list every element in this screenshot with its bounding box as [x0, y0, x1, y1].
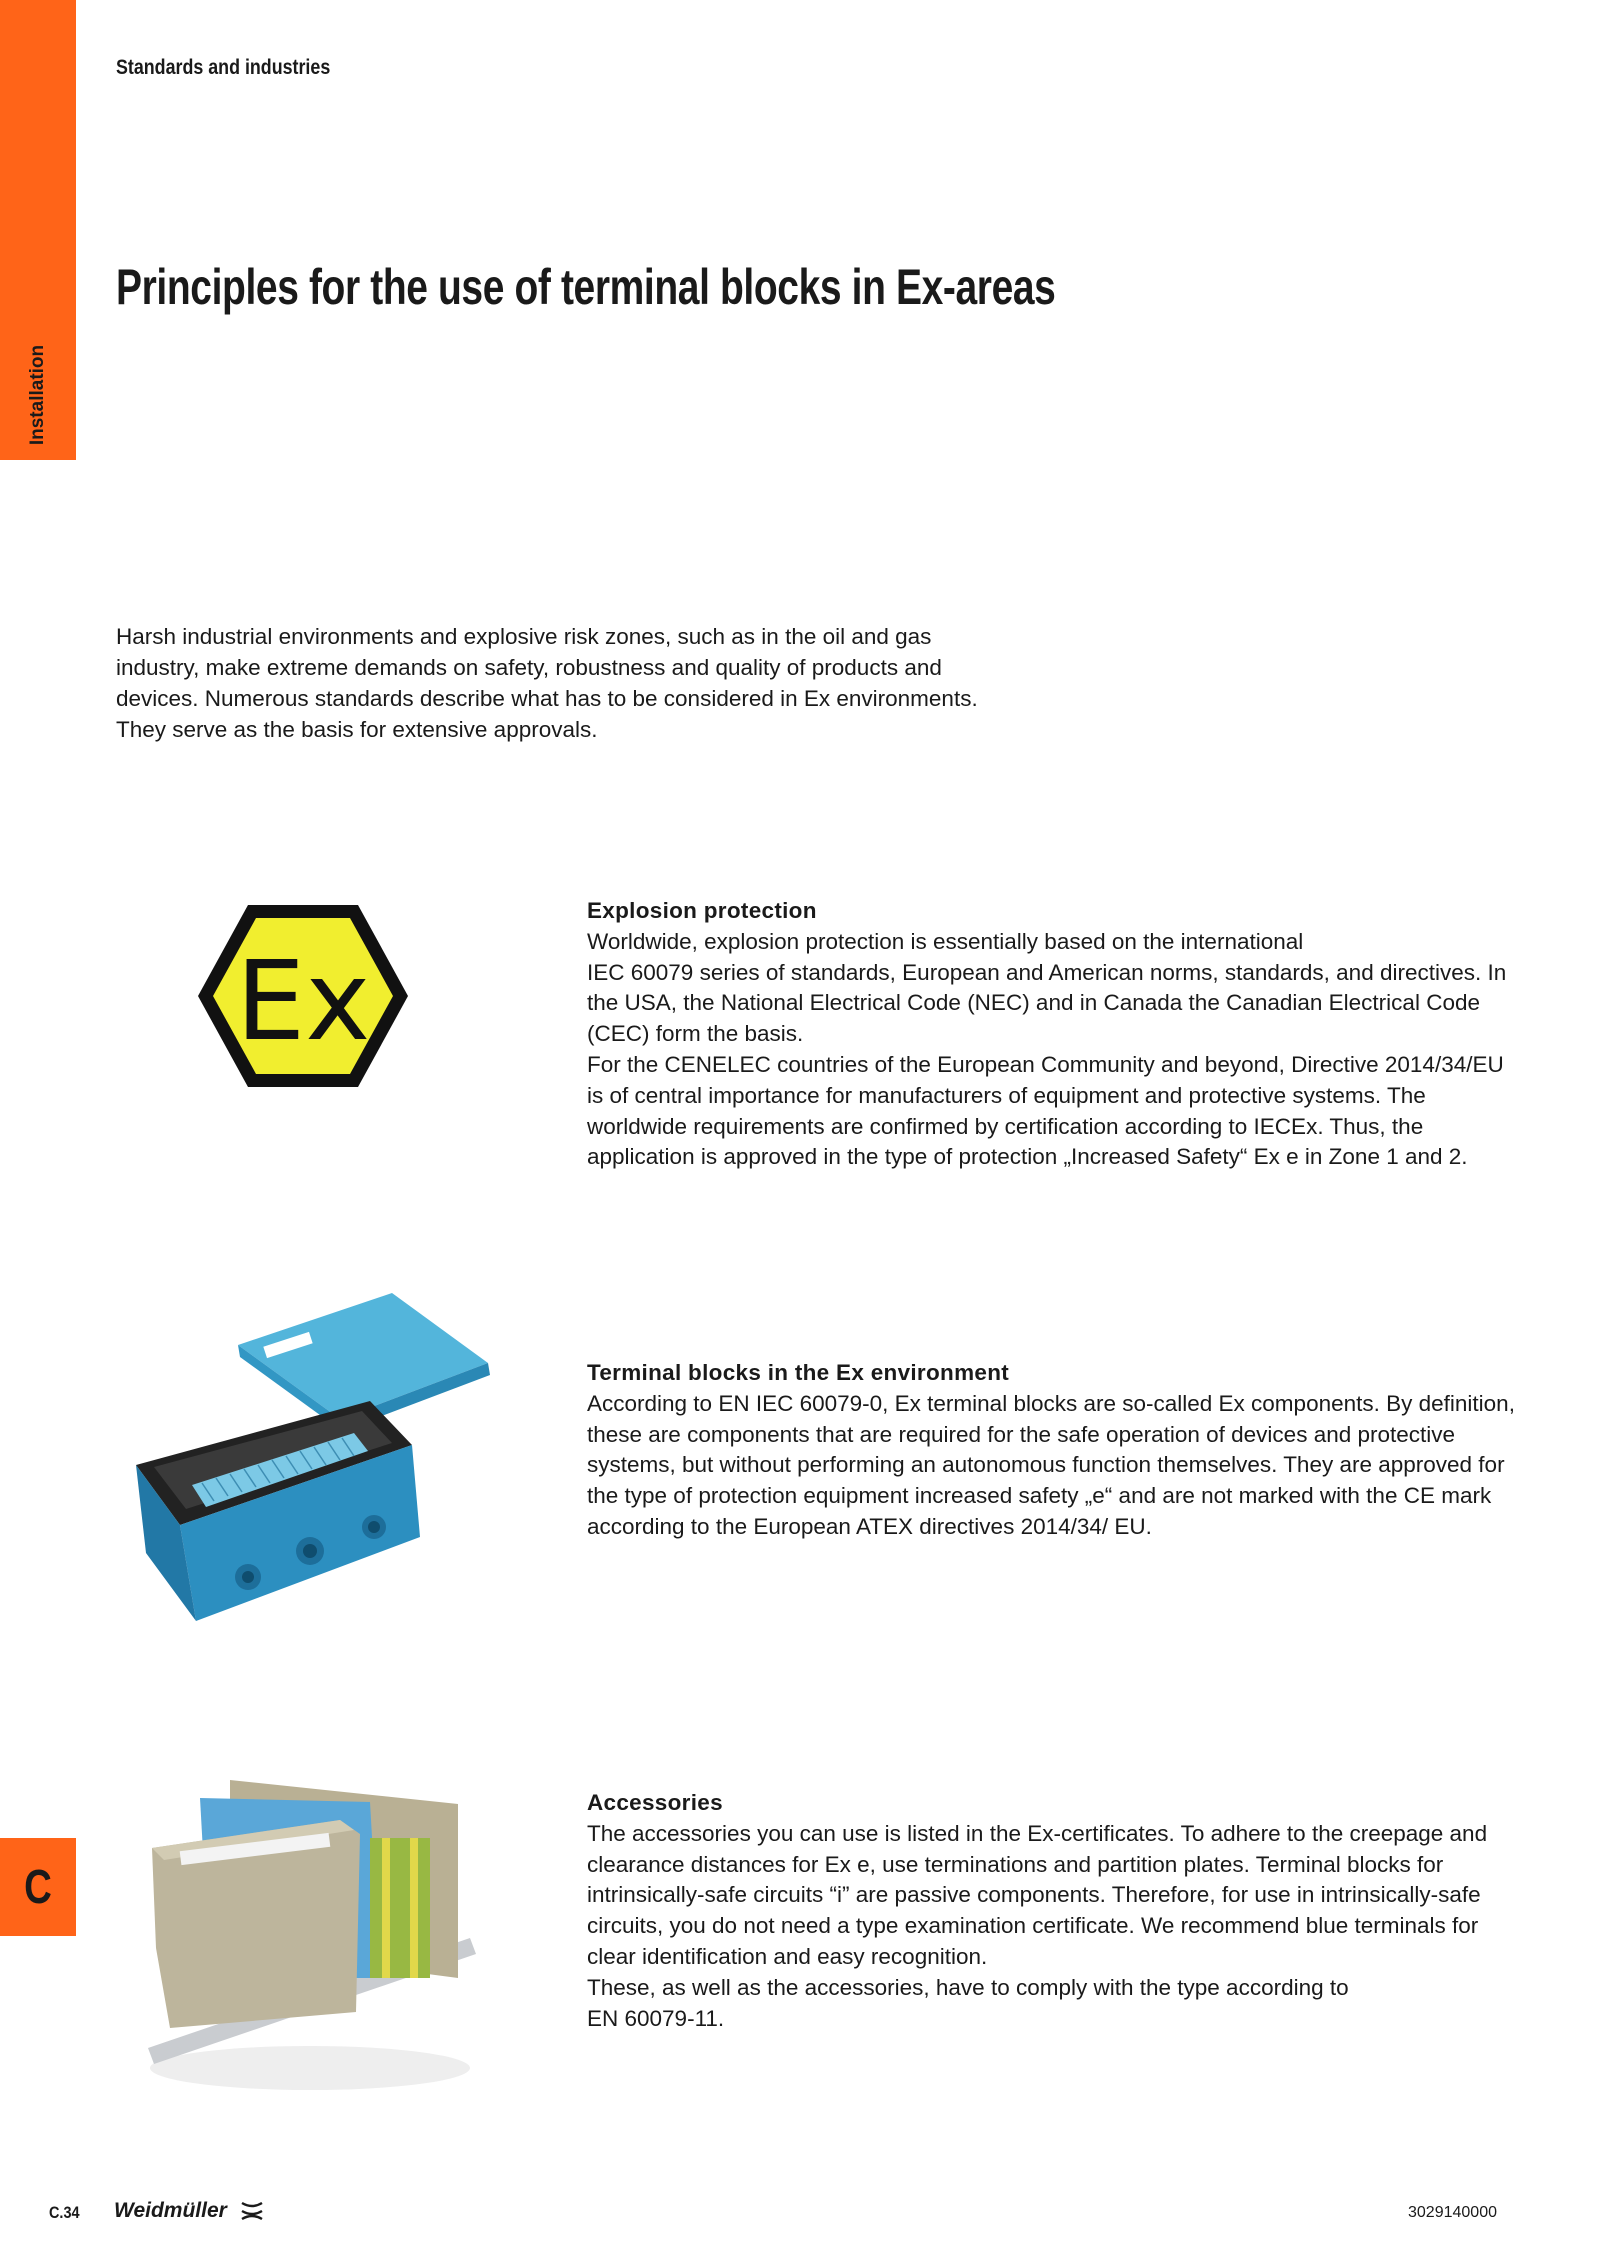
brand-mark-icon — [240, 2200, 264, 2222]
ex-hazard-symbol-icon — [194, 901, 412, 1091]
footer-page-number: C.34 — [49, 2203, 80, 2222]
ex-sign-text: Ex — [235, 937, 371, 1065]
section-terminal-blocks — [587, 1358, 1517, 1543]
terminal-blocks-icon — [140, 1768, 480, 2108]
junction-box-icon — [130, 1285, 490, 1641]
section-letter: C — [24, 1860, 52, 1914]
section-explosion-protection — [587, 896, 1517, 1173]
section-body: According to EN IEC 60079-0, Ex terminal blocks are so-called Ex components. By definition, these are components that are required for the safe operation of devices and protective systems, but without performing an autonomous function themselves. They are approved for the type of protection equipment increased safety „e“ and are not marked with the CE mark according to the European ATEX directives 2014/34/ EU. — [587, 1390, 1515, 1539]
footer-brand-logo: Weidmüller — [114, 2199, 227, 2222]
section-heading: Terminal blocks in the Ex environment — [587, 1360, 1010, 1385]
section-body: The accessories you can use is listed in the Ex-certificates. To adhere to the creepage and clearance distances for Ex e, use terminations and partition plates. Terminal blocks for intrinsically-safe circuits “i” are passive components. Therefore, for use in intrinsically-safe circuits, you do not need a type examination certificate. We recommend blue terminals for clear identification and easy recognition. These, as well as the accessories, have to comply with the type according to EN 60079-11. — [587, 1820, 1488, 2031]
section-accessories — [587, 1788, 1517, 2034]
page-title: Principles for the use of terminal blocks in Ex-areas — [116, 259, 1056, 315]
side-tab-label: Installation — [27, 344, 48, 446]
section-heading: Accessories — [587, 1790, 723, 1815]
footer-document-code: 3029140000 — [1408, 2204, 1497, 2221]
intro-paragraph: Harsh industrial environments and explosive risk zones, such as in the oil and gas industry, make extreme demands on safety, robustness and quality of products and devices. Numerous standards describe what has to be considered in Ex environments. They serve as the basis for extensive approvals. — [116, 624, 978, 742]
header-label: Standards and industries — [116, 56, 331, 79]
section-body: Worldwide, explosion protection is essentially based on the international IEC 60079 series of standards, European and American norms, standards, and directives. In the USA, the National Electrical Code (NEC) and in Canada the Canadian Electrical Code (CEC) form the basis. For the CENELEC countries of the European Community and beyond, Directive 2014/34/EU is of central importance for manufacturers of equipment and protective systems. The worldwide requirements are confirmed by certification according to IECEx. Thus, the application is approved in the type of protection „Increased Safety“ Ex e in Zone 1 and 2. — [587, 928, 1507, 1170]
section-heading: Explosion protection — [587, 898, 817, 923]
